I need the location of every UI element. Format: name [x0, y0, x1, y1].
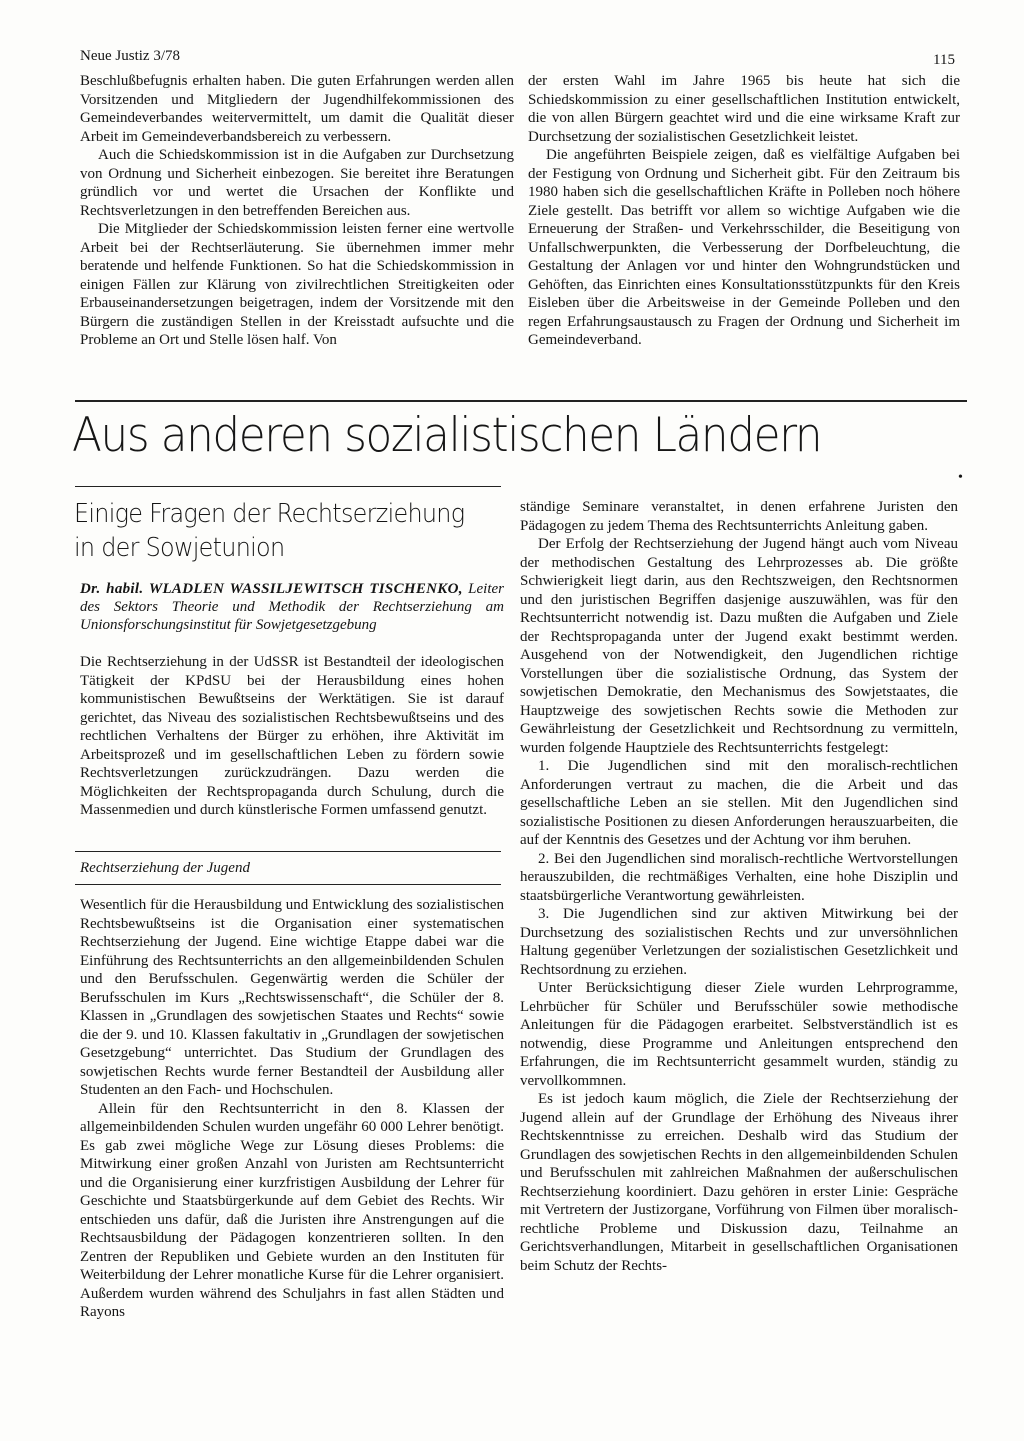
paragraph: Der Erfolg der Rechtserziehung der Jugend hängt auch vom Niveau der methodischen Gestaltung des Lehrprozesses ab. Die größte Schwierigkeit liegt darin, aus den Rechtszweigen, den Rechtsnormen und den juristischen Begriffen dasjenige auszuwählen, was für den Rechtsunterricht notwendig ist. Dazu mußten die Aufgaben und Ziele der Rechtspropaganda unter der Jugend exakt bestimmt werden. Ausgehend von der Notwendigkeit, den Jugendlichen richtige Vorstellungen über die sozialistische Ordnung, das System der sowjetischen Demokratie, den Mechanismus des Sowjetstaates, die Hauptzweige des sowjetischen Rechts sowie die Methoden zur Gewährleistung der Gesetzlichkeit und Rechtsordnung zu vermitteln, wurden folgende Hauptziele des Rechtsunterrichts festgelegt: [520, 536, 958, 756]
article-intro [80, 653, 504, 820]
article-title-rule [75, 486, 501, 487]
paragraph: Wesentlich für die Herausbildung und Entwicklung des sozialistischen Rechtsbewußtseins ist die Organisation einer systematischen Rechtserziehung der Jugend. Eine wichtige Etappe dabei war die Einführung des Rechtsunterrichts an den allgemeinbildenden Schulen und den Berufsschulen. Gegenwärtig werden die Schüler der Berufsschulen im Kurs „Rechtswissenschaft“, die Schüler der 8. Klassen in „Grundlagen des sowjetischen Staates und Rechts“ sowie die der 9. und 10. Klassen fakultativ in „Grundlagen der sowjetischen Gesetzgebung“ unterrichtet. Das Studium der Grundlagen des sowjetischen Rechts wurde ferner Bestandteil der Ausbildung aller Studenten an den Fach- und Hochschulen. [80, 897, 504, 1098]
margin-dot: • [958, 470, 963, 485]
author-byline [80, 580, 504, 634]
paragraph: Allein für den Rechtsunterricht in den 8. Klassen der allgemeinbildenden Schulen wurden ungefähr 60 000 Lehrer benötigt. Es gab zwei mögliche Wege zur Lösung dieses Problems: die Mitwirkung einer großen Anzahl von Juristen am Rechtsunterricht und die Organisierung einer kurzfristigen Ausbildung der Lehrer für Geschichte und Staatsbürgerkunde auf dem Gebiet des Rechts. Wir entschieden uns dafür, daß die Juristen ihre Anstrengungen auf die Rechtsausbildung der Pädagogen konzentrieren sollten. In den Zentren der Republiken und Gebiete wurden an den Instituten für Weiterbildung der Lehrer monatliche Kurse für die Lehrer organisiert. Außerdem wurden während des Schuljahrs in fast allen Städten und Rayons [80, 1100, 504, 1320]
subheading-rule-bottom [75, 884, 501, 885]
article-left-column [80, 896, 504, 1322]
section-divider [75, 400, 967, 402]
author-role: Leiter des Sektors Theorie und Methodik der Rechtserziehung am Unionsforschungsinstitut für Sowjetgesetzgebung [80, 581, 504, 633]
top-right-column [528, 72, 960, 350]
paragraph: Die angeführten Beispiele zeigen, daß es vielfältige Aufgaben bei der Festigung von Ordnung und Sicherheit gibt. Für den Zeitraum bis 1980 haben sich die gesellschaftlichen Kräfte in Polleben noch höhere Ziele gestellt. Das betrifft vor allem so wichtige Aufgaben wie die Erneuerung der Straßen- und Verkehrsschilder, die Beseitigung von Unfallschwerpunkten, die Verbesserung der Dorfbeleuchtung, die Gestaltung der Anlagen vor und hinter den Wohngrundstücken und Gehöften, das Einrichten eines Konsultationsstützpunkts für den Kreis Eisleben über die Arbeitsweise in der Gemeinde Polleben und den regen Erfahrungsaustausch zu Fragen der Ordnung und Sicherheit im Gemeindeverband. [528, 147, 960, 348]
article-title [74, 497, 470, 565]
page-number: 115 [933, 52, 955, 68]
paragraph: Auch die Schiedskommission ist in die Aufgaben zur Durchsetzung von Ordnung und Sicherheit einbezogen. Sie bereitet ihre Beratungen gründlich vor und wertet die Ursachen der Konflikte und Rechtsverletzungen in den betreffenden Bereichen aus. [80, 147, 514, 219]
paragraph: 2. Bei den Jugendlichen sind moralisch-rechtliche Wertvorstellungen herauszubilden, die rechtmäßiges Verhalten, eine hohe Disziplin und staatsbürgerliche Verantwortung gewährleisten. [520, 850, 958, 904]
paragraph: Beschlußbefugnis erhalten haben. Die guten Erfahrungen werden allen Vorsitzenden und Mitgliedern der Jugendhilfekommissionen des Gemeindeverbandes weitervermittelt, um damit die Qualität dieser Arbeit im Gemeindeverbandsbereich zu verbessern. [80, 73, 514, 145]
article-title-line: Einige Fragen der Rechtserziehung [74, 499, 465, 529]
paragraph: 1. Die Jugendlichen sind mit den moralisch-rechtlichen Anforderungen vertraut zu machen, die die Arbeit und das gesellschaftliche Leben an sie stellen. Mit den Jugendlichen sind sozialistische Positionen zu diesen Anforderungen herauszuarbeiten, die auf der Kenntnis des Gesetzes und der Achtung vor ihm beruhen. [520, 758, 958, 848]
subheading-rule-top [75, 851, 501, 852]
subheading: Rechtserziehung der Jugend [80, 860, 250, 876]
paragraph: Es ist jedoch kaum möglich, die Ziele der Rechtserziehung der Jugend allein auf der Grundlage der Erhöhung des Niveaus ihrer Rechtskenntnisse zu erreichen. Deshalb wird das Studium der Grundlagen des sowjetischen Rechts in den allgemeinbildenden Schulen und Berufsschulen mit zahlreichen Maßnahmen der außerschulischen Rechtserziehung koordiniert. Dazu gehören in erster Linie: Gespräche mit Vertretern der Justizorgane, Vorführung von Filmen über moralisch-rechtliche Probleme und Diskussion dazu, Teilnahme an Gerichtsverhandlungen, Mitarbeit in gesellschaftlichen Organisationen beim Schutz der Rechts- [520, 1091, 958, 1274]
journal-header: Neue Justiz 3/78 [80, 48, 180, 64]
paragraph: Unter Berücksichtigung dieser Ziele wurden Lehrprogramme, Lehrbücher für Schüler und Berufsschüler sowie methodische Anleitungen für die Pädagogen erarbeitet. Selbstverständlich ist es notwendig, diese Programme und Anleitungen entsprechend den Erfahrungen, die im Rechtsunterricht gesammelt wurden, ständig zu vervollkommnen. [520, 980, 958, 1089]
top-left-column [80, 72, 514, 350]
paragraph: ständige Seminare veranstaltet, in denen erfahrene Juristen den Pädagogen zu jedem Thema des Rechtsunterrichts Anleitung gaben. [520, 499, 958, 534]
section-title: Aus anderen sozialistischen Ländern [72, 408, 822, 463]
author-name: Dr. habil. WLADLEN WASSILJEWITSCH TISCHENKO, [80, 581, 463, 597]
paragraph: Die Rechtserziehung in der UdSSR ist Bestandteil der ideologischen Tätigkeit der KPdSU bei der Herausbildung eines hohen kommunistischen Bewußtseins der Werktätigen. Sie ist darauf gerichtet, das Niveau des sozialistischen Rechtsbewußtseins und des rechtlichen Verhaltens der Bürger zu erhöhen, ihre Aktivität im Arbeitsprozeß und im gesellschaftlichen Leben zu fördern sowie Rechtsverletzungen zurückzudrängen. Dazu werden die Möglichkeiten der Rechtspropaganda durch Schulung, durch die Massenmedien und durch künstlerische Formen umfassend genutzt. [80, 654, 504, 818]
paragraph: Die Mitglieder der Schiedskommission leisten ferner eine wertvolle Arbeit bei der Rechtserläuterung. Sie übernehmen immer mehr beratende und helfende Funktionen. So hat die Schiedskommission in einigen Fällen zur Klärung von zivilrechtlichen Streitigkeiten oder Erbauseinandersetzungen beigetragen, indem der Vorsitzende mit den Bürgern die zuständigen Stellen in der Kreisstadt aufsuchte und die Probleme an Ort und Stelle lösen half. Von [80, 221, 514, 348]
paragraph: 3. Die Jugendlichen sind zur aktiven Mitwirkung bei der Durchsetzung des sozialistischen Rechts und zur unversöhnlichen Haltung gegenüber Verletzungen der sozialistischen Gesetzlichkeit und Rechtsordnung zu erziehen. [520, 906, 958, 978]
paragraph: der ersten Wahl im Jahre 1965 bis heute hat sich die Schiedskommission zu einer gesellschaftlichen Institution entwickelt, die von allen Bürgern geachtet wird und die eine wirksame Kraft zur Durchsetzung der sozialistischen Gesetzlichkeit leistet. [528, 73, 960, 145]
article-title-line: in der Sowjetunion [74, 533, 285, 563]
article-right-column [520, 498, 958, 1275]
